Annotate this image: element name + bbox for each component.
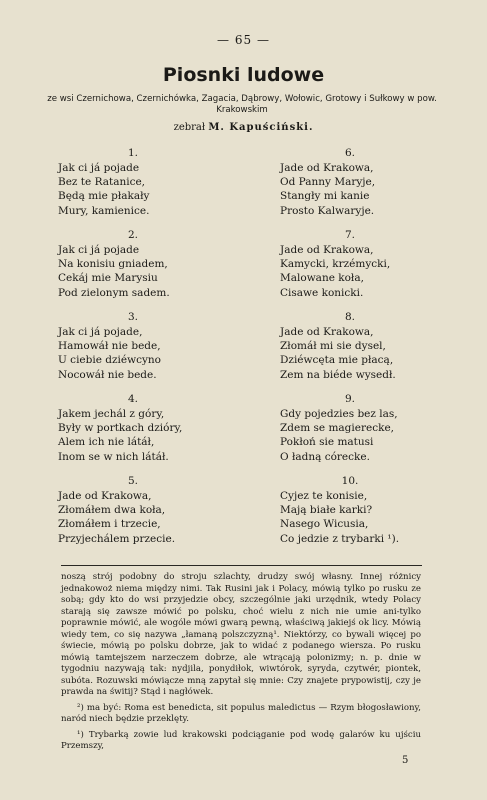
verse-line: Bez te Ratanice,	[58, 176, 146, 189]
verse-line: Złomáłem dwa koła,	[58, 504, 166, 517]
verse-line: Przyjechálem przecie.	[58, 532, 176, 545]
stanza-number: 3.	[127, 311, 139, 323]
footnote-trybarka: ¹) Trybarką zowie lud krakowski podciąganie pod wodę galarów ku ujściu Przemszy,	[61, 729, 421, 751]
stanza-number: 6.	[344, 147, 356, 159]
stanza-number: 4.	[127, 393, 139, 405]
stanza	[58, 392, 208, 474]
stanza-number: 9.	[344, 393, 356, 405]
footnote-continuation: noszą strój podobny do stroju szlachty, drudzy swój własny. Innej różnicy jednakowoż niema między nimi. Tak Rusini jak i Polacy, mówią tylko po rusku ze sobą; gdy kto do wsi przyjedzie obcy, szczególnie jaki urzędnik, wtedy Polacy starają się zawsze mówić po polsku, choć wielu z nich nie umie ani-tylko poprawnie mówić, ale wogóle mówi gwarą pewną, właściwą jakiejś ok licy. Mówią wiedy tem, co się nazywa „łamaną polszczyzną¹. Niektórzy, co bywali więcej po świecie, mówią po polsku dobrze, jak to widać z podanego wiersza. Po rusku mówią tamtejszem narzeczem dobrze, ale wtrącają polonizmy; n. p. dnie w tygodniu nazywają tak: nydjila, ponydiłok, wiwtórok, syryda, czytwér, piontek, subóta. Rozuwski mówiącze mną zapytał się mnie: Czy znajete prypowistij, czy je prawda na świtij? Stąd i nagłówek.	[61, 572, 421, 697]
stanza-number: 8.	[344, 311, 356, 323]
page-subtitle: ze wsi Czernichowa, Czernichówka, Zagacia, Dąbrowy, Wołowic, Grotowy i Sułkowy w pow. Krakowskim	[47, 94, 437, 115]
poem-column-right	[280, 146, 430, 556]
verse-line: Cekáj mie Marysiu	[58, 272, 158, 285]
verse-line: Jade od Krakowa,	[280, 162, 374, 174]
verse-line: Pokłoń sie matusi	[280, 436, 374, 449]
poem-column-left	[58, 146, 208, 556]
stanza	[58, 474, 208, 556]
verse-line: Były w portkach dzióry,	[58, 422, 183, 435]
verse-line: Mury, kamienice.	[58, 204, 150, 217]
verse-line: Zdem se magierecke,	[280, 422, 395, 435]
verse-line: Będą mie płakały	[58, 190, 150, 203]
verse-line: Cisawe konicki.	[280, 286, 364, 299]
verse-line: Złomáłem i trzecie,	[58, 518, 161, 531]
verse-line: Hamowáł nie bede,	[58, 340, 161, 353]
verse-line: Nocowáł nie bede.	[58, 368, 157, 381]
stanza	[280, 474, 430, 556]
stanza-number: 1.	[127, 147, 139, 159]
verse-line: Dziéwcęta mie płacą,	[280, 354, 394, 367]
verse-line: Cyjez te konisie,	[280, 490, 368, 502]
verse-line: Prosto Kalwaryje.	[280, 204, 375, 217]
verse-line: Jak ci já pojade	[58, 244, 140, 256]
stanza	[280, 146, 430, 228]
verse-line: Jak ci já pojade	[58, 162, 140, 174]
verse-line: Jakem jechál z góry,	[58, 408, 165, 420]
verse-line: Gdy pojedzies bez las,	[280, 408, 398, 420]
stanza	[280, 310, 430, 392]
verse-line: Pod zielonym sadem.	[58, 286, 170, 299]
footnote-latin: ²) ma być: Roma est benedicta, sit populus maledictus — Rzym błogosławiony, naród niech będzie przeklęty.	[61, 702, 421, 724]
verse-line: Jak ci já pojade,	[58, 326, 143, 338]
collector-credit	[0, 122, 487, 133]
stanza	[58, 146, 208, 228]
stanza	[58, 310, 208, 392]
printer-signature-mark: 5	[402, 755, 409, 766]
verse-line: Na konisiu gniadem,	[58, 258, 168, 271]
verse-line: Malowane koła,	[280, 272, 364, 285]
verse-line: Jade od Krakowa,	[280, 326, 374, 338]
verse-line: Stangły mi kanie	[280, 190, 370, 203]
page-number: — 65 —	[217, 33, 270, 47]
footnote-divider	[61, 565, 422, 566]
stanza-number: 2.	[127, 229, 139, 241]
verse-line: Jade od Krakowa,	[58, 490, 152, 502]
verse-line: Co jedzie z trybarki ¹).	[280, 532, 400, 545]
collector-prefix: zebrał	[173, 122, 206, 133]
page-title: Piosnki ludowe	[162, 64, 325, 86]
verse-line: U ciebie dziéwcyno	[58, 354, 161, 367]
collector-name: M. Kapuściński.	[208, 122, 314, 133]
verse-line: Kamycki, krzémycki,	[280, 258, 391, 271]
stanza	[58, 228, 208, 310]
verse-line: Inom se w nich látáł.	[58, 450, 169, 463]
verse-line: Mają białe karki?	[280, 504, 373, 517]
verse-line: Nasego Wicusia,	[280, 518, 369, 531]
footnotes	[61, 572, 421, 753]
stanza-number: 7.	[344, 229, 356, 241]
verse-line: O ładną córecke.	[280, 450, 370, 463]
verse-line: Złomáł mi sie dysel,	[280, 340, 386, 353]
verse-line: Zem na biéde wysedł.	[280, 368, 396, 381]
verse-line: Alem ich nie látáł,	[58, 436, 155, 449]
verse-line: Jade od Krakowa,	[280, 244, 374, 256]
stanza-number: 10.	[341, 475, 359, 487]
verse-line: Od Panny Maryje,	[280, 176, 376, 189]
stanza	[280, 392, 430, 474]
stanza	[280, 228, 430, 310]
stanza-number: 5.	[127, 475, 139, 487]
